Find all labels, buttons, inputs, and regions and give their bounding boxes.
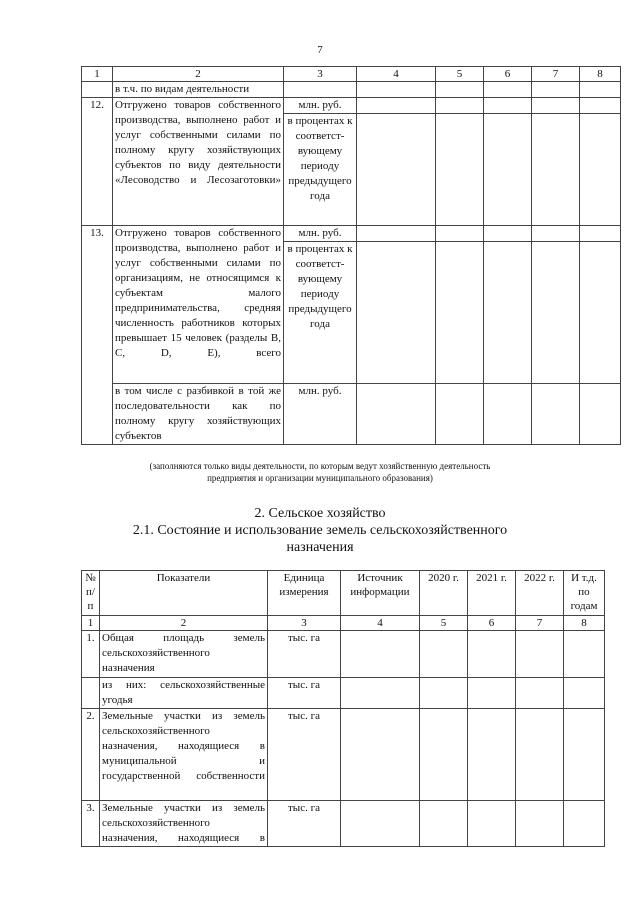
col-num: 6 [468, 616, 516, 631]
col-num: 5 [436, 67, 484, 82]
col-num: 2 [113, 67, 284, 82]
table-row [82, 82, 621, 98]
header-year-2020: 2020 г. [420, 571, 468, 616]
row-number: 1. [82, 631, 100, 678]
table-row [82, 98, 621, 114]
unit-cell: тыс. га [268, 709, 341, 801]
table-row [82, 801, 605, 847]
page-number: 7 [317, 44, 323, 56]
col-num: 7 [532, 67, 580, 82]
header-unit: Единица измерения [268, 571, 341, 616]
table-footnote [0, 460, 640, 484]
subsection-title-line: назначения [286, 540, 354, 555]
col-num: 6 [484, 67, 532, 82]
unit-cell: млн. руб. [284, 384, 357, 445]
footnote-line: (заполняются только виды деятельности, по которым ведут хозяйственную деятельность [149, 461, 491, 471]
row-number: 2. [82, 709, 100, 801]
unit-cell: тыс. га [268, 631, 341, 678]
col-num: 5 [420, 616, 468, 631]
col-num: 1 [82, 67, 113, 82]
row-description: Земельные участки из земель сельскохозяйственного назначения, находящиеся в муниципальной и государственной собственности [100, 709, 268, 801]
table-row [82, 226, 621, 242]
row-number [82, 678, 100, 709]
unit-cell: тыс. га [268, 801, 341, 847]
table-row [82, 678, 605, 709]
col-num: 2 [100, 616, 268, 631]
table1-column-numbers [82, 67, 621, 82]
row-description: из них: сельскохозяйственные угодья [100, 678, 268, 709]
row-number: 3. [82, 801, 100, 847]
row-number: 12. [82, 98, 113, 226]
col-num: 3 [268, 616, 341, 631]
unit-cell: млн. руб. [284, 98, 357, 114]
row-number: 13. [82, 226, 113, 445]
unit-cell: в процентах к соответст-вующему периоду предыдущего года [284, 242, 357, 384]
col-num: 8 [564, 616, 605, 631]
economic-indicators-table [81, 66, 621, 445]
header-year-2021: 2021 г. [468, 571, 516, 616]
section-title: 2. Сельское хозяйство [254, 506, 386, 521]
row-description: Земельные участки из земель сельскохозяйственного назначения, находящиеся в [100, 801, 268, 847]
col-num: 4 [357, 67, 436, 82]
header-indicators: Показатели [100, 571, 268, 616]
col-num: 1 [82, 616, 100, 631]
col-num: 4 [341, 616, 420, 631]
header-source: Источник информации [341, 571, 420, 616]
unit-cell: тыс. га [268, 678, 341, 709]
row-description: Общая площадь земель сельскохозяйственного назначения [100, 631, 268, 678]
col-num: 3 [284, 67, 357, 82]
col-num: 8 [580, 67, 621, 82]
row-description: Отгружено товаров собственного производства, выполнено работ и услуг собственными силами по организациям, не относящимся к субъектам малого предпринимательства, средняя численность работников которых превышает 15 человек (разделы B, C, D, E), всего [113, 226, 284, 384]
table2-column-numbers [82, 616, 605, 631]
agricultural-land-table [81, 570, 605, 847]
table2-header [82, 571, 605, 616]
header-year-2022: 2022 г. [516, 571, 564, 616]
unit-cell: в процентах к соответст-вующему периоду предыдущего года [284, 114, 357, 226]
col-num: 7 [516, 616, 564, 631]
unit-cell: млн. руб. [284, 226, 357, 242]
table-row [82, 384, 621, 445]
row-sub-title: в т.ч. по видам деятельности [113, 82, 284, 98]
table-row [82, 631, 605, 678]
subsection-title-line: 2.1. Состояние и использование земель сельскохозяйственного [132, 523, 508, 538]
table-row [82, 709, 605, 801]
subsection-title [0, 522, 640, 556]
footnote-line: предприятия и организации муниципального образования) [207, 473, 433, 483]
row-description: Отгружено товаров собственного производства, выполнено работ и услуг собственными силами по полному кругу хозяйствующих субъектов по виду деятельности «Лесоводство и Лесозаготовки» [113, 98, 284, 226]
row-description: в том числе с разбивкой в той же последовательности как по полному кругу хозяйствующих субъектов [113, 384, 284, 445]
header-num: № п/п [82, 571, 100, 616]
header-total: И т.д. по годам [564, 571, 605, 616]
